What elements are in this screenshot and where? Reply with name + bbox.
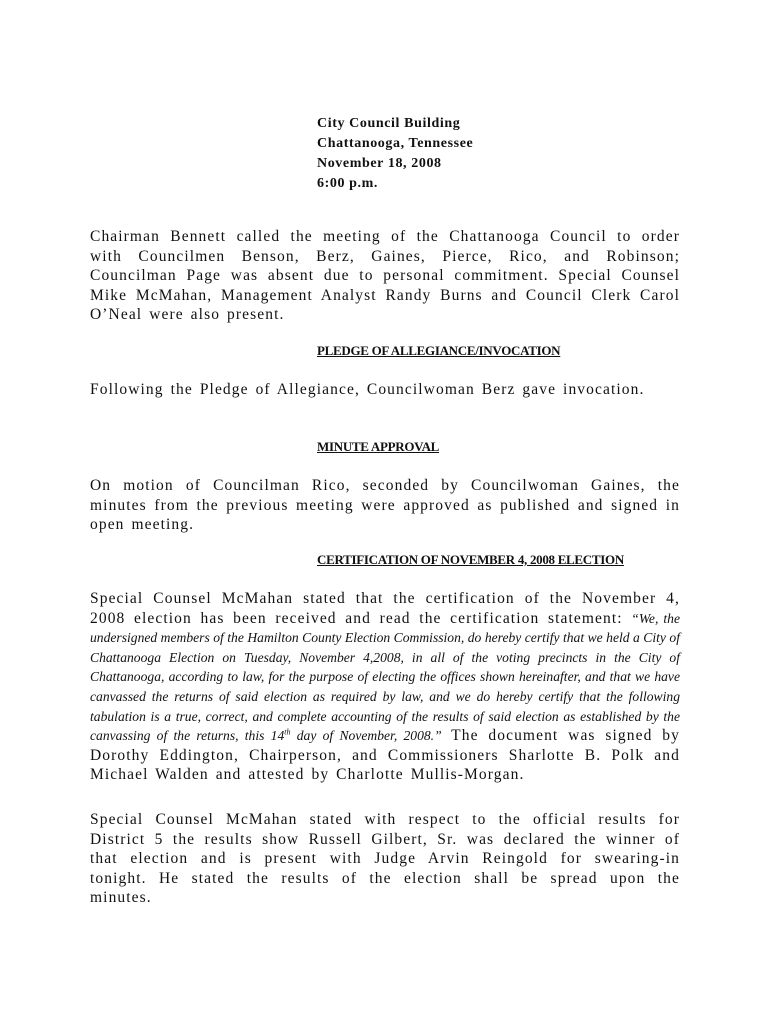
invocation-paragraph: Following the Pledge of Allegiance, Councilwoman Berz gave invocation. bbox=[90, 381, 645, 398]
header-date: November 18, 2008 bbox=[317, 156, 442, 171]
header-time: 6:00 p.m. bbox=[317, 176, 379, 191]
certification-outro: The document was signed by Dorothy Eddington, Chairperson, and Commissioners Sharlotte B. Polk and Michael Walden and attested by Charlotte Mullis-Morgan. bbox=[90, 727, 680, 784]
certification-heading: CERTIFICATION OF NOVEMBER 4, 2008 ELECTION bbox=[317, 552, 624, 567]
header-city: Chattanooga, Tennessee bbox=[317, 136, 474, 151]
certification-quote-ordinal: th bbox=[284, 727, 291, 737]
meeting-header bbox=[317, 114, 473, 194]
minute-approval-heading: MINUTE APPROVAL bbox=[317, 439, 440, 454]
pledge-heading: PLEDGE OF ALLEGIANCE/INVOCATION bbox=[317, 343, 561, 358]
district5-paragraph: Special Counsel McMahan stated with respect to the official results for District 5 the results show Russell Gilbert, Sr. was declared the winner of that election and is present with Judge Arvin Reingold for swearing-in tonight. He stated the results of the election shall be spread upon the minutes. bbox=[90, 811, 680, 907]
certification-quote bbox=[90, 611, 680, 744]
call-to-order-paragraph: Chairman Bennett called the meeting of the Chattanooga Council to order with Councilmen Benson, Berz, Gaines, Pierce, Rico, and Robinson; Councilman Page was absent due to personal commitment. Special Counsel Mike McMahan, Management Analyst Randy Burns and Council Clerk Carol O’Neal were also present. bbox=[90, 228, 680, 324]
certification-quote-text: “We, the undersigned members of the Hamilton County Election Commission, do hereby certify that we held a City of Chattanooga Election on Tuesday, November 4,2008, in all of the voting precincts in the City of Chattanooga, according to law, for the purpose of electing the offices shown hereinafter, and that we have canvassed the returns of said election as required by law, and we do hereby certify that the following tabulation is a true, correct, and complete accounting of the results of said election as established by the canvassing of the returns, this 14 bbox=[90, 610, 681, 744]
minutes-paragraph: On motion of Councilman Rico, seconded by Councilwoman Gaines, the minutes from the previous meeting were approved as published and signed in open meeting. bbox=[90, 477, 680, 534]
certification-paragraph bbox=[90, 589, 680, 785]
certification-quote-end: day of November, 2008.” bbox=[290, 728, 442, 744]
certification-intro: Special Counsel McMahan stated that the certification of the November 4, 2008 election has been received and read the certification statement: bbox=[90, 590, 680, 627]
header-location: City Council Building bbox=[317, 116, 461, 131]
